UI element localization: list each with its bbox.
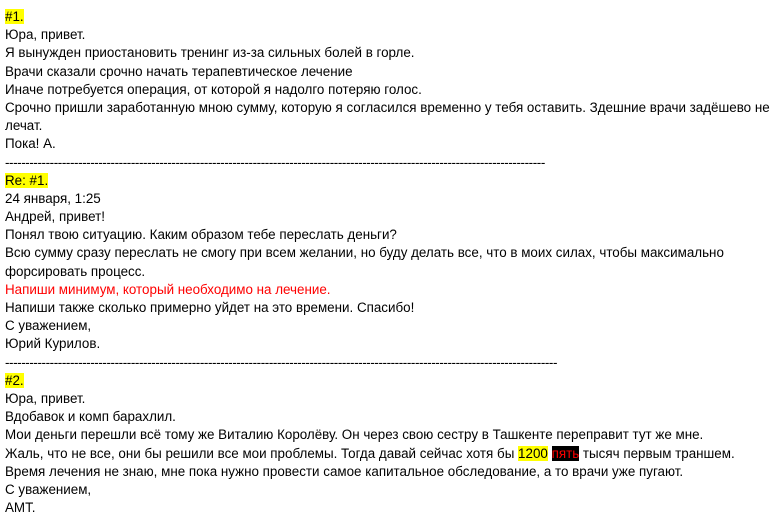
msg2-closing-line: С уважением, bbox=[5, 481, 92, 497]
reply-closing-line: Напиши также сколько примерно уйдет на это времени. Спасибо! bbox=[5, 300, 415, 315]
separator: ---------------------------------------------------------------------------------------------------------------------------------------- bbox=[5, 354, 558, 370]
msg2-line: Юра, привет. bbox=[5, 390, 86, 406]
msg2-amount-line bbox=[5, 445, 771, 463]
msg1-line: Юра, привет. bbox=[5, 27, 86, 43]
struck-amount-word: пять bbox=[551, 445, 580, 461]
reply-line: Понял твою ситуацию. Каким образом тебе переслать деньги? bbox=[5, 227, 397, 243]
msg1-heading-line bbox=[5, 8, 771, 26]
reply-closing-line: С уважением, bbox=[5, 318, 92, 334]
msg1-line: Я вынужден приостановить тренинг из-за сильных болей в горле. bbox=[5, 45, 415, 61]
reply-heading: Re: #1. bbox=[5, 172, 49, 188]
separator: ------------------------------------------------------------------------------------------------------------------------------------- bbox=[5, 154, 545, 170]
amount-line-after: тысяч первым траншем. bbox=[579, 445, 735, 461]
reply-line: Всю сумму сразу переслать не смогу при всем желании, но буду делать все, что в моих силах, чтобы максимально bbox=[5, 245, 724, 261]
reply-heading-line bbox=[5, 172, 771, 190]
msg2-heading: #2. bbox=[5, 372, 24, 388]
msg2-line: Мои деньги перешли всё тому же Виталию Королёву. Он через свою сестру в Ташкенте переправит тут же мне. bbox=[5, 427, 704, 443]
msg2-line: Вдобавок и комп барахлил. bbox=[5, 409, 176, 425]
reply-line: Андрей, привет! bbox=[5, 209, 105, 225]
msg1-line: Пока! А. bbox=[5, 136, 56, 152]
msg1-heading: #1. bbox=[5, 9, 24, 24]
msg1-line: лечат. bbox=[5, 118, 43, 134]
msg1-line: Иначе потребуется операция, от которой я надолго потеряю голос. bbox=[5, 81, 422, 97]
amount-line-before: Жаль, что не все, они бы решили все мои проблемы. Тогда давай сейчас хотя бы bbox=[5, 445, 519, 461]
msg2-signature: АМТ. bbox=[5, 500, 36, 516]
document bbox=[5, 8, 771, 517]
msg1-line: Срочно пришли заработанную мною сумму, которую я согласился временно у тебя оставить. Здешние врачи задёшево не bbox=[5, 99, 770, 115]
msg2-closing-line: Время лечения не знаю, мне пока нужно провести самое капитальное обследование, а то врачи уже пугают. bbox=[5, 463, 684, 479]
reply-line: форсировать процесс. bbox=[5, 263, 146, 279]
msg2-heading-line bbox=[5, 372, 771, 390]
reply-signature: Юрий Курилов. bbox=[5, 336, 101, 352]
reply-red-line: Напиши минимум, который необходимо на лечение. bbox=[5, 281, 331, 297]
amount-value: 1200 bbox=[518, 445, 548, 461]
reply-date: 24 января, 1:25 bbox=[5, 190, 101, 206]
msg1-line: Врачи сказали срочно начать терапевтическое лечение bbox=[5, 63, 353, 79]
